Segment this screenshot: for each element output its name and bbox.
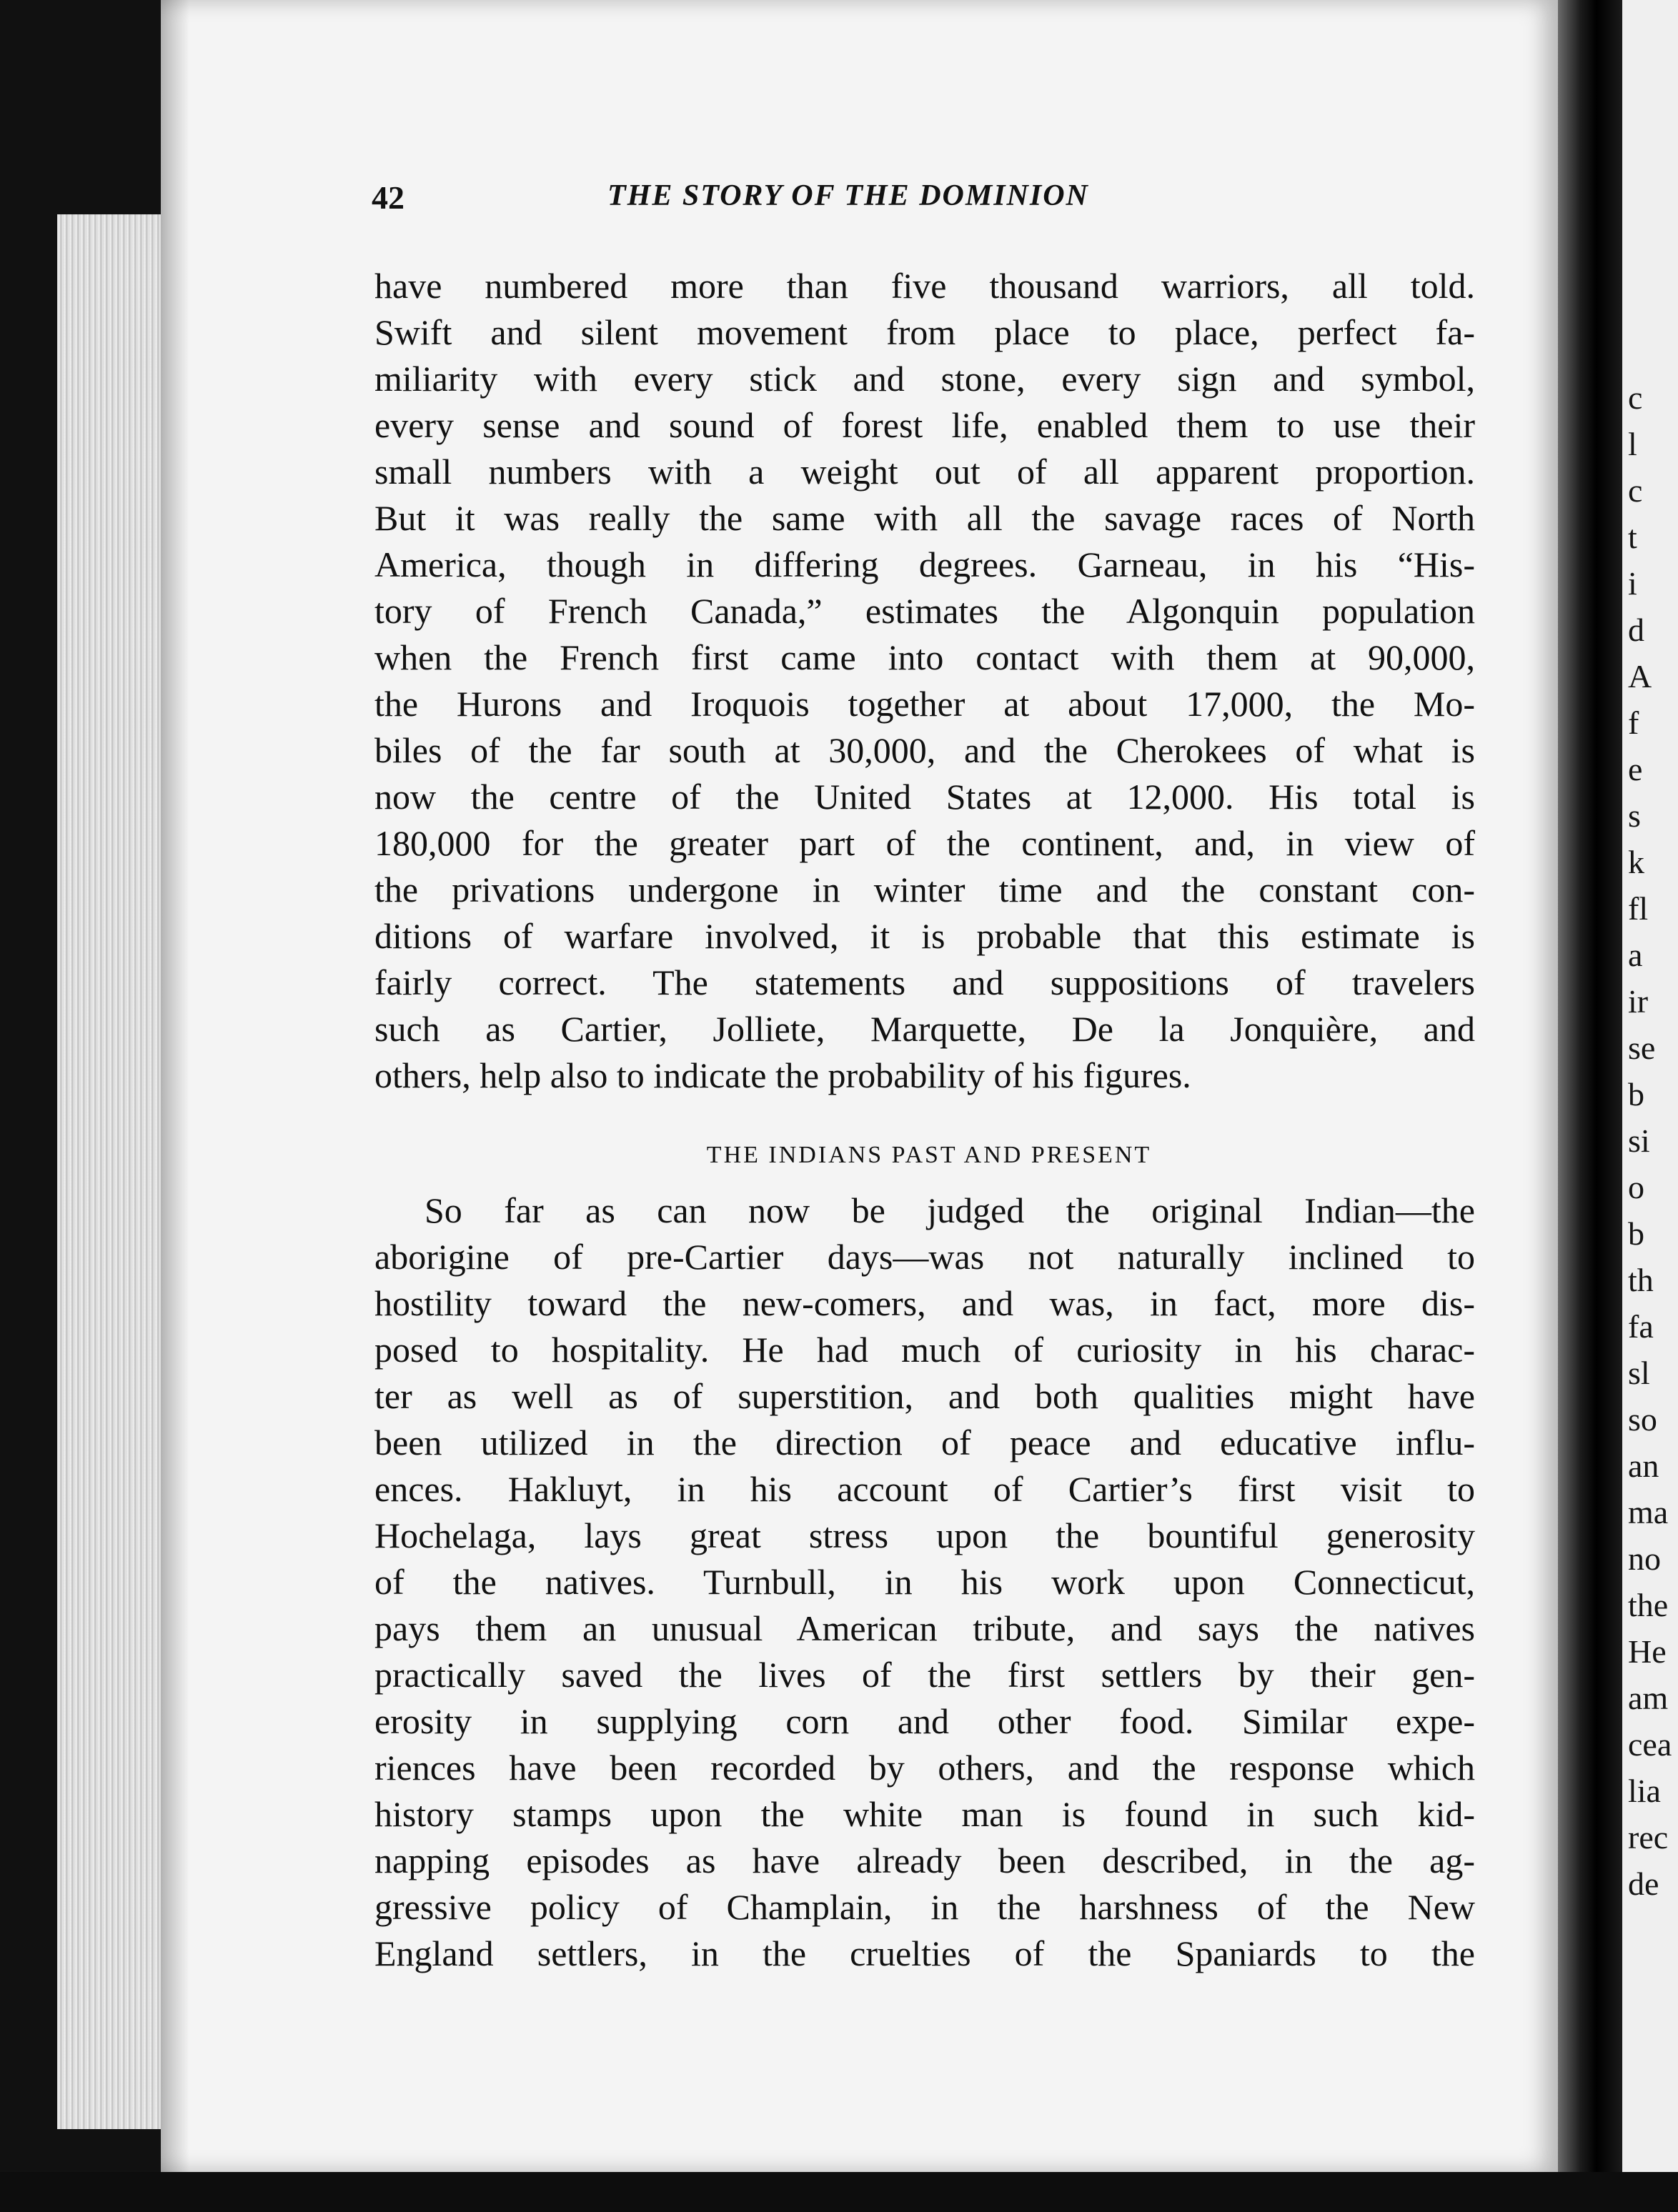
facing-page-fragment: cea	[1628, 1726, 1672, 1763]
text-line: riences have been recorded by others, and the response which	[374, 1748, 1475, 1788]
running-head	[372, 179, 1486, 229]
text-line: ences. Hakluyt, in his account of Cartier’s first visit to	[374, 1469, 1475, 1509]
facing-page-fragment: se	[1628, 1030, 1656, 1066]
text-line: aborigine of pre-Cartier days—was not naturally inclined to	[374, 1237, 1475, 1277]
text-line: So far as can now be judged the original Indian—the	[425, 1190, 1475, 1230]
text-line: the privations undergone in winter time and the constant con-	[374, 870, 1475, 910]
text-line: America, though in differing degrees. Garneau, in his “His-	[374, 544, 1475, 584]
facing-page-fragment: d	[1628, 612, 1644, 648]
facing-page-fragment: i	[1628, 565, 1637, 602]
facing-page-fragment: f	[1628, 704, 1639, 741]
text-line: such as Cartier, Jolliete, Marquette, De la Jonquière, and	[374, 1009, 1475, 1049]
text-line: now the centre of the United States at 12,000. His total is	[374, 777, 1475, 817]
text-line: napping episodes as have already been described, in the ag-	[374, 1840, 1475, 1880]
facing-page-fragment: lia	[1628, 1773, 1661, 1809]
facing-page-fragment: ma	[1628, 1494, 1669, 1530]
facing-page-fragment: rec	[1628, 1819, 1669, 1855]
text-line: But it was really the same with all the savage races of North	[374, 498, 1475, 538]
text-line: tory of French Canada,” estimates the Algonquin population	[374, 591, 1475, 631]
text-line: Hochelaga, lays great stress upon the bountiful generosity	[374, 1515, 1475, 1555]
text-line: ter as well as of superstition, and both qualities might have	[374, 1376, 1475, 1416]
facing-page-fragment: t	[1628, 519, 1637, 555]
facing-page-fragment: am	[1628, 1680, 1669, 1716]
book-gutter	[1558, 0, 1622, 2212]
facing-page-fragment: He	[1628, 1633, 1667, 1670]
text-line: the Hurons and Iroquois together at about 17,000, the Mo-	[374, 684, 1475, 724]
facing-page-fragment: th	[1628, 1262, 1654, 1298]
page-binding-shadow	[161, 0, 189, 2172]
facing-page-fragment: si	[1628, 1122, 1650, 1159]
facing-page-fragment: o	[1628, 1169, 1644, 1205]
text-line: biles of the far south at 30,000, and the Cherokees of what is	[374, 730, 1475, 770]
text-line: practically saved the lives of the first settlers by their gen-	[374, 1655, 1475, 1695]
text-line: fairly correct. The statements and suppositions of travelers	[374, 962, 1475, 1002]
facing-page-fragment: b	[1628, 1215, 1644, 1252]
facing-page-fragment: b	[1628, 1076, 1644, 1112]
facing-page-fragment: s	[1628, 797, 1641, 834]
facing-page	[1622, 0, 1678, 2212]
text-line: hostility toward the new-comers, and was, in fact, more dis-	[374, 1283, 1475, 1323]
facing-page-fragment: l	[1628, 426, 1637, 462]
facing-page-fragment: fl	[1628, 890, 1649, 927]
text-line: ditions of warfare involved, it is probable that this estimate is	[374, 916, 1475, 956]
facing-page-fragment: the	[1628, 1587, 1669, 1623]
text-line: England settlers, in the cruelties of the Spaniards to the	[374, 1933, 1475, 1973]
text-line: 180,000 for the greater part of the continent, and, in view of	[374, 823, 1475, 863]
text-line: been utilized in the direction of peace and educative influ-	[374, 1423, 1475, 1463]
facing-page-fragment: an	[1628, 1448, 1659, 1484]
facing-page-fragment: so	[1628, 1401, 1657, 1438]
scan-bottom-edge	[0, 2172, 1678, 2212]
facing-page-fragment: fa	[1628, 1308, 1654, 1345]
text-line: history stamps upon the white man is found in such kid-	[374, 1794, 1475, 1834]
paragraph-1	[374, 263, 1475, 1099]
facing-page-fragment: e	[1628, 751, 1643, 787]
text-line: pays them an unusual American tribute, and says the natives	[374, 1608, 1475, 1648]
book-title: THE STORY OF THE DOMINION	[607, 179, 1089, 212]
text-line: small numbers with a weight out of all apparent proportion.	[374, 452, 1475, 492]
facing-page-fragment: ir	[1628, 983, 1649, 1020]
facing-page-fragment: no	[1628, 1540, 1661, 1577]
facing-page-fragment: a	[1628, 937, 1643, 973]
facing-page-fragment: sl	[1628, 1355, 1650, 1391]
text-line: when the French first came into contact with them at 90,000,	[374, 637, 1475, 677]
section-heading: THE INDIANS PAST AND PRESENT	[706, 1142, 1152, 1168]
text-line: of the natives. Turnbull, in his work upon Connecticut,	[374, 1562, 1475, 1602]
paragraph-2	[374, 1187, 1475, 1977]
text-line: erosity in supplying corn and other food. Similar expe-	[374, 1701, 1475, 1741]
text-line: Swift and silent movement from place to place, perfect fa-	[374, 312, 1475, 352]
facing-page-fragment: A	[1628, 658, 1652, 694]
text-line: every sense and sound of forest life, enabled them to use their	[374, 405, 1475, 445]
facing-page-fragment: c	[1628, 472, 1643, 509]
text-line: posed to hospitality. He had much of curiosity in his charac-	[374, 1330, 1475, 1370]
page-number: 42	[372, 179, 404, 216]
facing-page-fragment: de	[1628, 1865, 1659, 1902]
text-line: gressive policy of Champlain, in the harshness of the New	[374, 1887, 1475, 1927]
text-line: others, help also to indicate the probability of his figures.	[374, 1055, 1191, 1095]
facing-page-fragment: k	[1628, 844, 1644, 880]
facing-page-fragment: c	[1628, 379, 1643, 416]
text-line: have numbered more than five thousand warriors, all told.	[374, 266, 1475, 306]
text-line: miliarity with every stick and stone, every sign and symbol,	[374, 359, 1475, 399]
